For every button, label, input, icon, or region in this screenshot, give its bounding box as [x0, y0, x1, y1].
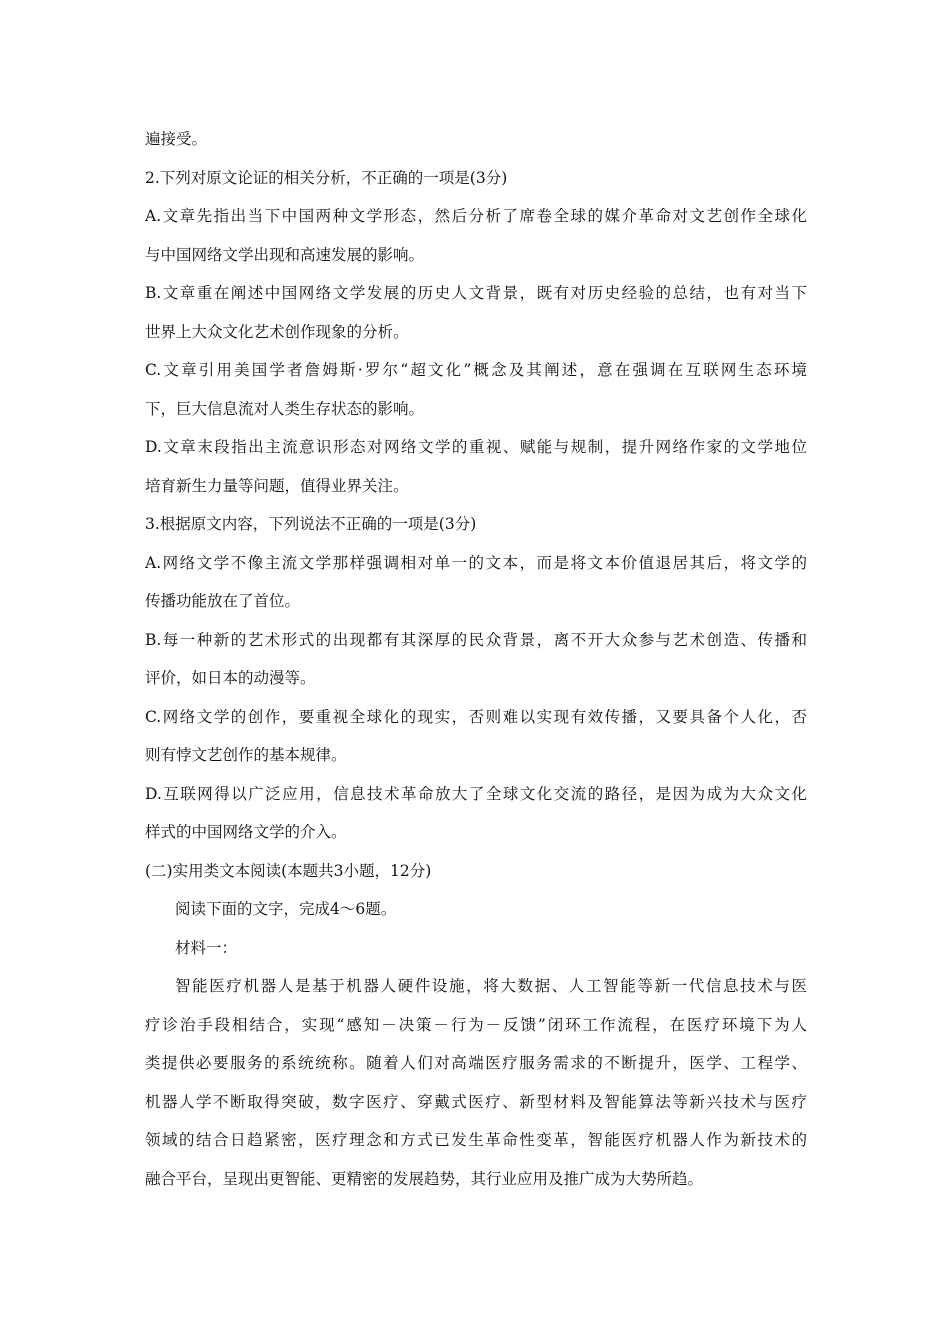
- text-line: B.文章重在阐述中国网络文学发展的历史人文背景，既有对历史经验的总结，也有对当下: [145, 284, 807, 302]
- text-line: 领域的结合日趋紧密，医疗理念和方式已发生革命性变革，智能医疗机器人作为新技术的: [145, 1131, 807, 1149]
- text-line: D.互联网得以广泛应用，信息技术革命放大了全球文化交流的路径，是因为成为大众文化: [145, 784, 807, 803]
- text-line: 样式的中国网络文学的介入。: [145, 823, 347, 841]
- text-line: 遍接受。: [145, 130, 208, 148]
- document-body: [145, 120, 807, 1198]
- text-line: 则有悖文艺创作的基本规律。: [145, 746, 347, 764]
- text-line: A.文章先指出当下中国两种文学形态，然后分析了席卷全球的媒介革命对文艺创作全球化: [145, 207, 807, 225]
- text-line: 3.根据原文内容，下列说法不正确的一项是(3分): [145, 515, 477, 533]
- text-line: 传播功能放在了首位。: [145, 592, 301, 610]
- text-line: C.文章引用美国学者詹姆斯·罗尔“超文化”概念及其阐述，意在强调在互联网生态环境: [145, 361, 807, 379]
- text-line: 世界上大众文化艺术创作现象的分析。: [145, 322, 409, 341]
- text-line: 下，巨大信息流对人类生存状态的影响。: [145, 399, 425, 418]
- text-line: 评价，如日本的动漫等。: [145, 669, 316, 687]
- text-line: 类提供必要服务的系统统称。随着人们对高端医疗服务需求的不断提升，医学、工程学、: [145, 1054, 807, 1072]
- text-line: 阅读下面的文字，完成4～6题。: [175, 900, 397, 918]
- text-line: C.网络文学的创作，要重视全球化的现实，否则难以实现有效传播，又要具备个人化，否: [145, 707, 807, 726]
- text-line: D.文章末段指出主流意识形态对网络文学的重视、赋能与规制，提升网络作家的文学地位: [145, 438, 807, 456]
- text-line: 疗诊治手段相结合，实现“感知－决策－行为－反馈”闭环工作流程，在医疗环境下为人: [145, 1015, 807, 1034]
- text-line: 2.下列对原文论证的相关分析，不正确的一项是(3分): [145, 168, 508, 187]
- text-line: 材料一：: [175, 938, 238, 957]
- text-line: (二)实用类文本阅读(本题共3小题，12分): [145, 861, 432, 880]
- text-line: 机器人学不断取得突破，数字医疗、穿戴式医疗、新型材料及智能算法等新兴技术与医疗: [145, 1092, 807, 1111]
- text-line: 融合平台，呈现出更智能、更精密的发展趋势，其行业应用及推广成为大势所趋。: [145, 1169, 704, 1188]
- text-line: 智能医疗机器人是基于机器人硬件设施，将大数据、人工智能等新一代信息技术与医: [175, 977, 807, 995]
- text-line: 与中国网络文学出现和高速发展的影响。: [145, 245, 425, 264]
- text-line: 培育新生力量等问题，值得业界关注。: [145, 476, 409, 495]
- text-line: B.每一种新的艺术形式的出现都有其深厚的民众背景，离不开大众参与艺术创造、传播和: [145, 630, 807, 649]
- text-line: A.网络文学不像主流文学那样强调相对单一的文本，而是将文本价值退居其后，将文学的: [145, 553, 807, 572]
